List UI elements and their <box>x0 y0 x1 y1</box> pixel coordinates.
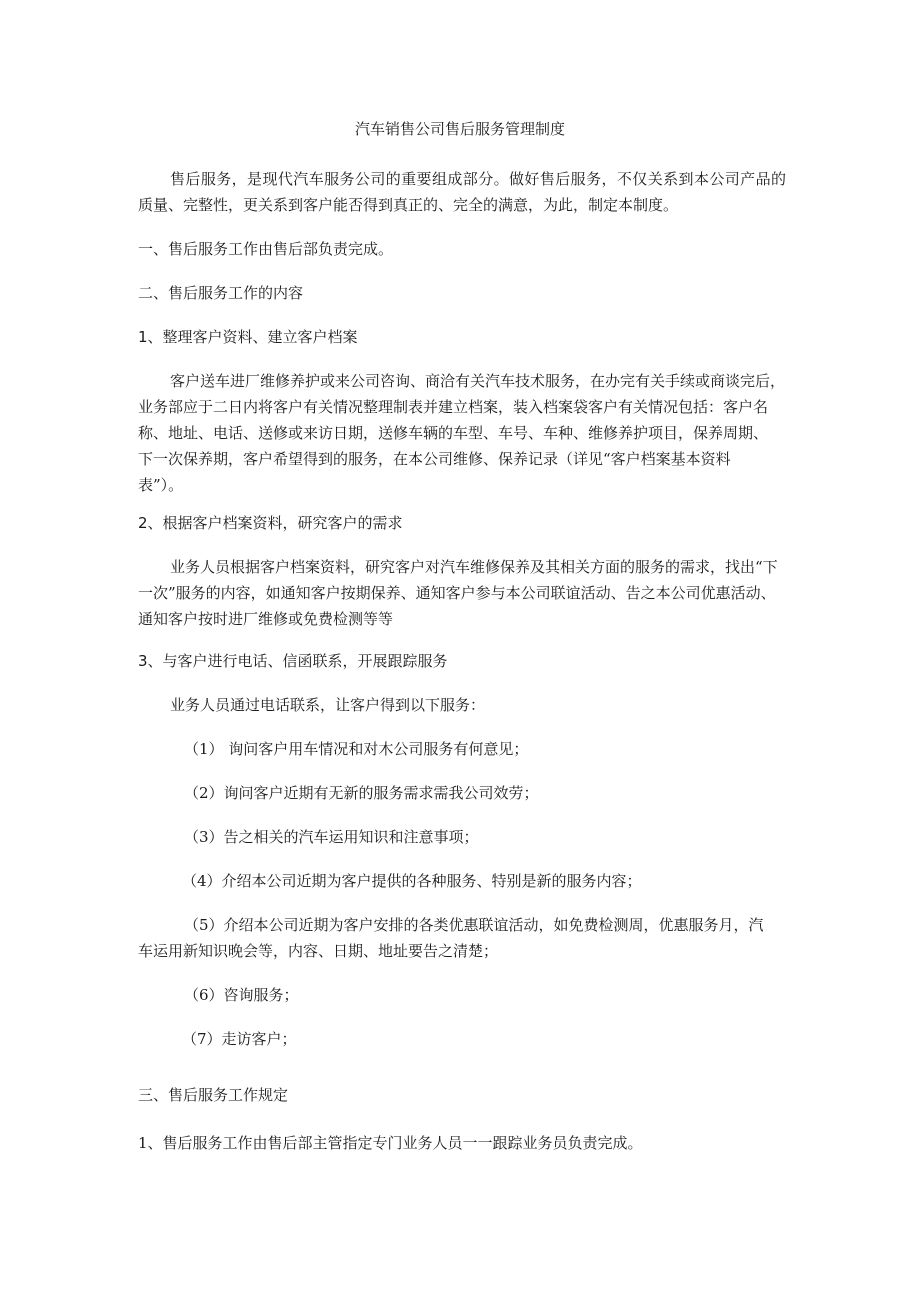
item-2-line: 通知客户按时进厂维修或免费检测等等 <box>138 610 394 628</box>
item-1-line: 称、地址、电话、送修或来访日期，送修车辆的车型、车号、车种、维修养护项目，保养周期、 <box>138 424 769 442</box>
service-item: （6）咨询服务； <box>184 986 299 1004</box>
section-2-heading: 二、售后服务工作的内容 <box>138 284 304 302</box>
intro-line: 质量、完整性，更关系到客户能否得到真正的、完全的满意，为此，制定本制度。 <box>138 196 679 214</box>
item-1-line: 表”）。 <box>138 476 184 494</box>
item-2-paragraph-cont <box>138 580 788 606</box>
item-1-paragraph <box>170 368 820 394</box>
item-1-paragraph-cont <box>138 394 788 420</box>
intro-paragraph <box>170 166 786 192</box>
item-2-paragraph <box>170 554 820 580</box>
item-1-paragraph-cont <box>138 420 788 446</box>
section-3-heading: 三、售后服务工作规定 <box>138 1086 289 1104</box>
item-2-line: 一次”服务的内容，如通知客户按期保养、通知客户参与本公司联谊活动、告之本公司优惠活动、 <box>138 584 776 602</box>
item-2-line: 业务人员根据客户档案资料，研究客户对汽车维修保养及其相关方面的服务的需求，找出“下 <box>170 558 778 576</box>
item-1-paragraph-cont <box>138 472 788 498</box>
intro-paragraph-cont <box>138 192 788 218</box>
item-1-heading: 1、整理客户资料、建立客户档案 <box>138 328 358 346</box>
document-title: 汽车销售公司售后服务管理制度 <box>354 120 565 138</box>
service-item-cont: 车运用新知识晚会等，内容、日期、地址要告之清楚； <box>138 942 499 960</box>
item-1-line: 客户送车进厂维修养护或来公司咨询、商洽有关汽车技术服务，在办完有关手续或商谈完后， <box>170 372 786 390</box>
service-item: （2）询问客户近期有无新的服务需求需我公司效劳； <box>184 784 539 802</box>
service-item: （7）走访客户； <box>182 1030 297 1048</box>
item-1-line: 下一次保养期，客户希望得到的服务，在本公司维修、保养记录（详见“客户档案基本资料 <box>138 450 731 468</box>
item-1-line: 业务部应于二日内将客户有关情况整理制表并建立档案，装入档案袋客户有关情况包括：客户名 <box>138 398 769 416</box>
item-2-paragraph-cont <box>138 606 788 632</box>
intro-line: 售后服务，是现代汽车服务公司的重要组成部分。做好售后服务，不仅关系到本公司产品的 <box>170 170 786 188</box>
service-item: （3）告之相关的汽车运用知识和注意事项； <box>184 828 479 846</box>
section-1-heading: 一、售后服务工作由售后部负责完成。 <box>138 240 394 258</box>
service-item: （4）介绍本公司近期为客户提供的各种服务、特别是新的服务内容； <box>182 872 642 890</box>
rule-1: 1、售后服务工作由售后部主管指定专门业务人员一一跟踪业务员负责完成。 <box>138 1134 643 1152</box>
item-3-heading: 3、与客户进行电话、信函联系，开展跟踪服务 <box>138 652 448 670</box>
item-3-intro: 业务人员通过电话联系，让客户得到以下服务： <box>170 696 486 714</box>
item-2-heading: 2、根据客户档案资料，研究客户的需求 <box>138 514 403 532</box>
item-1-paragraph-cont <box>138 446 788 472</box>
service-item: （1） 询问客户用车情况和对木公司服务有何意见； <box>184 740 529 758</box>
service-item: （5）介绍本公司近期为客户安排的各类优惠联谊活动，如免费检测周，优惠服务月，汽 <box>184 916 764 934</box>
